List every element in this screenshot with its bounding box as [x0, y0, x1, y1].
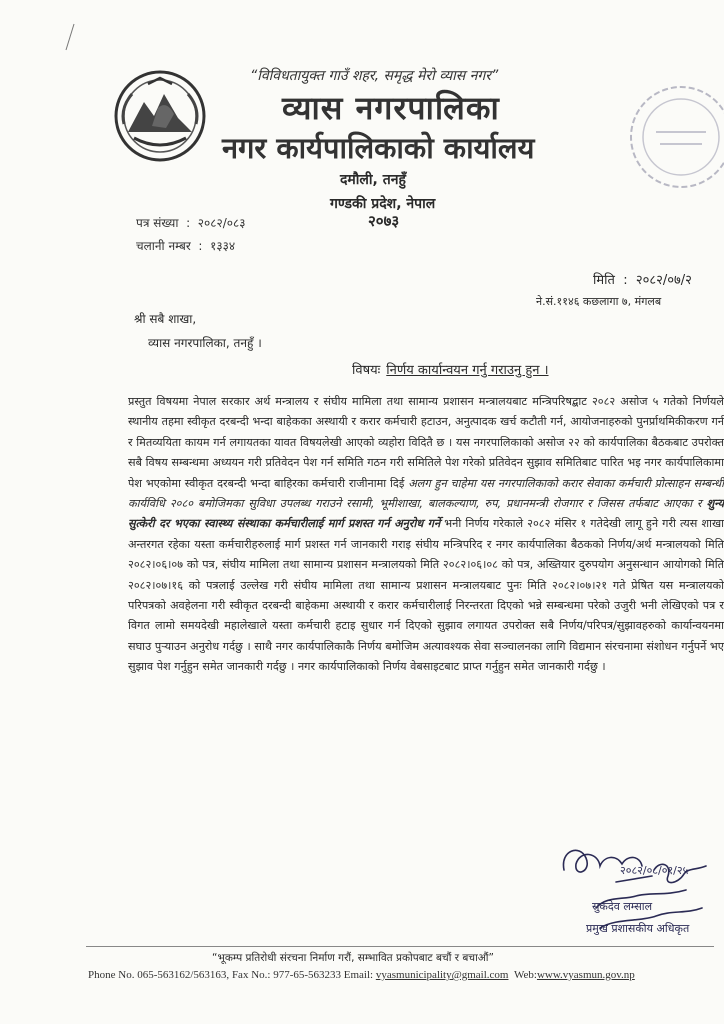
date-label: मिति: [593, 273, 615, 288]
signatory-name: सुकदेव लम्साल: [592, 900, 653, 913]
office-name: नगर कार्यपालिकाको कार्यालय: [222, 131, 535, 165]
letterhead-motto: “विविधतायुक्त गाउँ शहर, समृद्ध मेरो व्यास नगर”: [250, 68, 499, 84]
letter-body: [128, 392, 724, 822]
recipient-line-1: श्री सबै शाखा,: [134, 312, 197, 326]
nepal-sambat-date: ने.सं.११४६ कछलागा ७, मंगलब: [536, 295, 662, 308]
footer-divider: [86, 946, 714, 947]
email-link[interactable]: vyasmunicipality@gmail.com: [375, 969, 509, 981]
body-part-2: यस नगरपालिकाको असोज २२ को कार्यपालिका बैठकबाट उपरोक्त सबै विषय सम्बन्धमा अध्ययन गरी प्रतिवेदन पेश गर्न समिति गठन गरी समितिले पेश गरेको प्रतिवेदन सुझाव समितिबाट पारित भइ नगर कार्यपालिकामा पेश भएकोमा स्वीकृत दरबन्दी भन्दा बाहिरका कर्मचारी राजीनामा दिई: [128, 435, 724, 490]
website-link[interactable]: www.vyasmun.gov.np: [536, 969, 635, 981]
recipient-line-2: व्यास नगरपालिका, तनहुँ ।: [148, 336, 262, 350]
dispatch-value: १३३४: [210, 239, 236, 253]
body-part-3: अलग हुन चाहेमा यस नगरपालिकाको करार सेवाका कर्मचारी प्रोत्साहन सम्बन्धी कार्यविधि २०८० बमोजिमका सुविधा उपलब्ध गराउने रसामी, भूमीशाखा, बालकल्याण, रुप, प्रधानमन्त्री रोजगार र जिसस तर्फबाट आएका र: [128, 476, 724, 511]
date-value: २०८२/०७/२: [635, 273, 692, 288]
pencil-mark: [60, 22, 80, 52]
body-part-5: भनी निर्णय गरेकाले २०८२ मंसिर १ गतेदेखी लागू हुने गरी त्यस शाखा अन्तरगत रहेका यस्ता कर्मचारीहरुलाई मार्ग प्रशस्त गर्न जानकारी गराइ संघीय मन्त्रिपरिद र नगर कार्यपालिका बैठकको निर्णय/अर्थ मन्त्रालयको मिति २०८२।०६।०७ को पत्र, संघीय मामिला तथा सामान्य प्रशासन मन्त्रालयको मिति २०८२।०६।०८ को पत्र, अख्तियार दुरुपयोग अनुसन्धान आयोगको मिति २०८२।०७।१६ को पत्रलाई उल्लेख गरी संघीय मामिला तथा सामान्य प्रशासन मन्त्रालयबाट पुनः मिति २०८२।०७।२१ गते प्रेषित यस मन्त्रालयको परिपत्रको अवहेलना गरी स्वीकृत दरबन्दी बाहेकमा अस्थायी र करार कर्मचारीलाई निरन्तरता दिएको भन्ने सम्बन्धमा परेको उजुरी भनी लेखिएको पत्र र विगत लामो समयदेखी महालेखाले यस्ता कर्मचारी हटाइ सुधार गर्न दिएको सुझाव लगायत उपरोक्त सबै निर्णय/परिपत्र/सुझावहरुको कार्यान्वयनमा सघाउ पुऱ्याउन अनुरोध गर्दछु ।: [128, 517, 724, 653]
contact-line: [88, 969, 635, 981]
office-place: दमौली, तनहुँ: [340, 172, 406, 188]
web-label: Web:: [513, 969, 537, 981]
dispatch-number: [136, 237, 235, 254]
office-province: गण्डकी प्रदेश, नेपाल: [330, 196, 436, 212]
signatory-designation: प्रमुख प्रशासकीय अधिकृत: [586, 922, 690, 935]
subject-text: निर्णय कार्यान्वयन गर्नु गराउनु हुन ।: [386, 363, 549, 378]
fax-number: 977-65-563233: [273, 969, 342, 981]
body-part-1: प्रस्तुत विषयमा नेपाल सरकार अर्थ मन्त्रालय र संघीय मामिला तथा सामान्य प्रशासन मन्त्रालयबाट मन्त्रिपरिषद्बाट २०८२ असोज ५ गतेको निर्णयले स्थानीय तहमा स्वीकृत दरबन्दी भन्दा बाहेकका अस्थायी र करार कर्मचारी हटाउन, अनुत्पादक खर्च कटौती गर्न, आयोजनाहरुको पुनर्प्राथमिकीकरण गर्न र मितव्ययिता कायम गर्न लगायतका यावत विषयलेखी आएको व्यहोरा विदितै छ ।: [128, 395, 724, 449]
body-part-4: शुन्य सुत्केरी दर भएका स्वास्थ्य संस्थाका कर्मचारीलाई मार्ग प्रशस्त गर्न अनुरोध गर्ने: [128, 497, 724, 531]
footer-motto: “भूकम्प प्रतिरोधी संरचना निर्माण गरौं, सम्भावित प्रकोपबाट बचौं र बचाऔं”: [212, 952, 494, 964]
subject-label: विषयः: [352, 363, 381, 378]
establishment-year: २०७३: [368, 212, 400, 230]
dispatch-label: चलानी नम्बर: [136, 239, 191, 253]
phone-label: Phone No.: [88, 969, 135, 981]
email-label: Email:: [343, 969, 374, 981]
subject-line: [352, 360, 549, 378]
signature: [556, 830, 716, 940]
fax-label: Fax No.:: [231, 969, 271, 981]
reference-value: २०८२/०८३: [197, 216, 246, 230]
reference-label: पत्र संख्या: [136, 216, 179, 230]
signature-note: २०८२/०८/०१/२५: [620, 864, 689, 877]
municipality-name: व्यास नगरपालिका: [282, 89, 500, 127]
body-paragraph: [128, 392, 724, 678]
date-colon: :: [619, 273, 632, 288]
body-part-6: साथै नगर कार्यपालिकाकै निर्णय बमोजिम अत्यावश्यक सेवा सञ्चालनका लागि विद्यमान संरचनामा संशोधन गर्नुपर्ने भए सुझाव पेश गर्नुहुन समेत जानकारी गर्दछु । नगर कार्यपालिकाको निर्णय वेबसाइटबाट प्राप्त गर्नुहुन समेत जानकारी गर्दछु ।: [128, 639, 724, 674]
reference-number: [136, 214, 246, 231]
dispatch-colon: :: [194, 239, 207, 253]
phone-number: 065-563162/563163,: [137, 969, 230, 981]
letter-date: [593, 270, 692, 288]
office-stamp-icon: [626, 82, 724, 192]
nepal-emblem-icon: [112, 68, 208, 164]
reference-colon: :: [182, 216, 194, 230]
